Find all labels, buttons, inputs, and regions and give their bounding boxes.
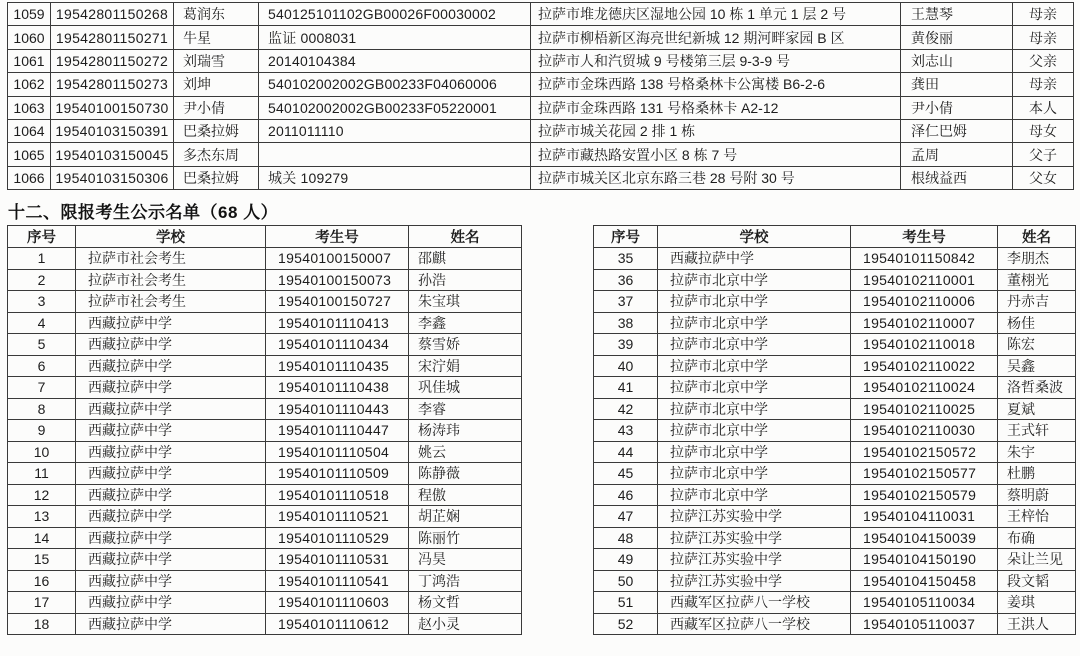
table-cell: 西藏拉萨中学 [76,549,266,571]
table-cell: 丹赤吉 [998,291,1076,313]
table-cell: 1059 [8,3,51,26]
table-cell: 19540101110518 [266,484,409,506]
table-cell: 41 [594,377,658,399]
table-cell: 3 [8,291,76,313]
table-cell: 蔡雪娇 [409,334,522,356]
table-cell: 父子 [1013,143,1074,166]
table-cell: 44 [594,441,658,463]
table-cell: 拉萨市柳梧新区海亮世纪新城 12 期河畔家园 B 区 [531,26,901,49]
table-cell: 12 [8,484,76,506]
table-cell: 王慧琴 [901,3,1013,26]
table-cell: 朵让兰见 [998,549,1076,571]
table-cell: 西藏拉萨中学 [76,570,266,592]
table-cell: 38 [594,312,658,334]
table-cell: 李睿 [409,398,522,420]
column-header-seq: 序号 [594,226,658,248]
table-row [594,527,1076,549]
table-row [594,398,1076,420]
table-row [8,73,1074,96]
roster-right-table [593,225,1076,635]
table-cell: 拉萨市北京中学 [658,269,851,291]
table-row [8,484,522,506]
table-cell: 1063 [8,96,51,119]
table-cell: 蔡明蔚 [998,484,1076,506]
table-cell: 11 [8,463,76,485]
table-row [594,441,1076,463]
table-row [594,592,1076,614]
table-cell: 杨佳 [998,312,1076,334]
table-cell: 36 [594,269,658,291]
table-cell: 杨涛玮 [409,420,522,442]
table-cell: 51 [594,592,658,614]
table-cell: 尹小倩 [901,96,1013,119]
table-cell: 西藏拉萨中学 [76,355,266,377]
table-cell: 19540104150458 [851,570,998,592]
table-cell: 540125101102GB00026F00030002 [259,3,531,26]
table-cell: 45 [594,463,658,485]
table-cell: 15 [8,549,76,571]
table-cell: 2 [8,269,76,291]
table-cell: 牛星 [174,26,259,49]
table-cell: 48 [594,527,658,549]
table-cell: 西藏拉萨中学 [76,334,266,356]
table-cell: 19540104150039 [851,527,998,549]
table-cell: 母亲 [1013,3,1074,26]
table-row [594,377,1076,399]
table-cell: 19540101110504 [266,441,409,463]
header-row [8,226,522,248]
table-row [8,420,522,442]
table-cell: 本人 [1013,96,1074,119]
table-row [8,527,522,549]
table-cell: 19540101110438 [266,377,409,399]
table-cell [259,143,531,166]
table-cell: 19540102110001 [851,269,998,291]
table-row [8,143,1074,166]
roster-right-body [594,248,1076,635]
table-row [8,26,1074,49]
table-cell: 王洪人 [998,613,1076,635]
table-cell: 西藏拉萨中学 [76,527,266,549]
roster-left-body [8,248,522,635]
table-row [594,463,1076,485]
table-cell: 杨文哲 [409,592,522,614]
table-cell: 19540102110022 [851,355,998,377]
table-cell: 19540100150007 [266,248,409,270]
roster-left-header [8,226,522,248]
column-header-name: 姓名 [998,226,1076,248]
table-cell: 拉萨江苏实验中学 [658,570,851,592]
table-cell: 杜鹏 [998,463,1076,485]
table-cell: 40 [594,355,658,377]
table-cell: 胡芷娴 [409,506,522,528]
table-cell: 拉萨江苏实验中学 [658,506,851,528]
table-cell: 西藏拉萨中学 [76,420,266,442]
table-row [8,398,522,420]
table-cell: 1062 [8,73,51,96]
table-cell: 拉萨江苏实验中学 [658,549,851,571]
table-row [8,549,522,571]
table-cell: 拉萨市堆龙德庆区湿地公园 10 栋 1 单元 1 层 2 号 [531,3,901,26]
table-cell: 陈宏 [998,334,1076,356]
table-cell: 母亲 [1013,73,1074,96]
table-cell: 1065 [8,143,51,166]
table-cell: 49 [594,549,658,571]
table-cell: 洛哲桑波 [998,377,1076,399]
table-cell: 19540101110443 [266,398,409,420]
table-cell: 10 [8,441,76,463]
table-cell: 19540100150727 [266,291,409,313]
header-row [594,226,1076,248]
table-cell: 西藏军区拉萨八一学校 [658,592,851,614]
table-cell: 47 [594,506,658,528]
table-cell: 14 [8,527,76,549]
table-cell: 19540102110018 [851,334,998,356]
table-cell: 1060 [8,26,51,49]
table-cell: 18 [8,613,76,635]
table-cell: 夏斌 [998,398,1076,420]
table-cell: 拉萨市金珠西路 138 号格桑林卡公寓楼 B6-2-6 [531,73,901,96]
table-cell: 19540102110025 [851,398,998,420]
table-cell: 19540101110612 [266,613,409,635]
table-cell: 19540102110024 [851,377,998,399]
table-cell: 泽仁巴姆 [901,119,1013,142]
table-row [594,269,1076,291]
section-title: 十二、限报考生公示名单（68 人） [8,203,279,222]
table-cell: 19540102110006 [851,291,998,313]
table-cell: 19540105110034 [851,592,998,614]
table-cell: 39 [594,334,658,356]
table-cell: 黄俊丽 [901,26,1013,49]
table-row [8,166,1074,189]
table-cell: 52 [594,613,658,635]
table-cell: 19540101110531 [266,549,409,571]
column-header-name: 姓名 [409,226,522,248]
top-continuation-table [7,2,1074,190]
roster-right-header [594,226,1076,248]
table-cell: 拉萨市北京中学 [658,312,851,334]
table-cell: 1064 [8,119,51,142]
table-cell: 姚云 [409,441,522,463]
table-cell: 19540102110007 [851,312,998,334]
table-cell: 拉萨市北京中学 [658,441,851,463]
table-cell: 朱宇 [998,441,1076,463]
table-cell: 西藏拉萨中学 [76,484,266,506]
table-cell: 刘瑞雪 [174,49,259,72]
table-cell: 母亲 [1013,26,1074,49]
table-row [8,3,1074,26]
table-cell: 多杰东周 [174,143,259,166]
table-cell: 1066 [8,166,51,189]
table-row [8,291,522,313]
column-header-school: 学校 [76,226,266,248]
table-cell: 巩佳城 [409,377,522,399]
table-cell: 46 [594,484,658,506]
column-header-school: 学校 [658,226,851,248]
table-cell: 37 [594,291,658,313]
table-cell: 布确 [998,527,1076,549]
table-cell: 540102002002GB00233F05220001 [259,96,531,119]
table-cell: 13 [8,506,76,528]
table-cell: 孟周 [901,143,1013,166]
table-cell: 拉萨江苏实验中学 [658,527,851,549]
column-header-exam-no: 考生号 [266,226,409,248]
table-cell: 19540102110030 [851,420,998,442]
table-cell: 拉萨市社会考生 [76,248,266,270]
table-cell: 拉萨市人和汽贸城 9 号楼第三层 9-3-9 号 [531,49,901,72]
table-cell: 19542801150268 [51,3,174,26]
table-row [594,613,1076,635]
table-cell: 父女 [1013,166,1074,189]
table-cell: 朱宝琪 [409,291,522,313]
table-cell: 监证 0008031 [259,26,531,49]
table-cell: 19540101110447 [266,420,409,442]
table-cell: 19540104150190 [851,549,998,571]
table-row [594,484,1076,506]
table-cell: 19540103150306 [51,166,174,189]
table-row [8,334,522,356]
table-cell: 陈静薇 [409,463,522,485]
table-cell: 西藏拉萨中学 [76,463,266,485]
top-table-body [8,3,1074,190]
table-cell: 8 [8,398,76,420]
table-cell: 拉萨市北京中学 [658,355,851,377]
table-cell: 19540101110435 [266,355,409,377]
table-cell: 19540101150842 [851,248,998,270]
table-cell: 拉萨市北京中学 [658,291,851,313]
table-cell: 4 [8,312,76,334]
table-cell: 5 [8,334,76,356]
table-cell: 龚田 [901,73,1013,96]
table-cell: 拉萨市北京中学 [658,463,851,485]
table-row [8,570,522,592]
table-cell: 母女 [1013,119,1074,142]
table-cell: 19540101110434 [266,334,409,356]
table-cell: 姜琪 [998,592,1076,614]
table-cell: 西藏拉萨中学 [76,613,266,635]
table-cell: 19540103150045 [51,143,174,166]
table-cell: 2011011110 [259,119,531,142]
table-cell: 巴桑拉姆 [174,166,259,189]
table-cell: 20140104384 [259,49,531,72]
table-cell: 刘志山 [901,49,1013,72]
table-cell: 拉萨市城关花园 2 排 1 栋 [531,119,901,142]
table-cell: 西藏拉萨中学 [76,377,266,399]
table-cell: 拉萨市金珠西路 131 号格桑林卡 A2-12 [531,96,901,119]
table-row [594,291,1076,313]
table-cell: 19540100150073 [266,269,409,291]
table-cell: 拉萨市藏热路安置小区 8 栋 7 号 [531,143,901,166]
table-cell: 19540101110529 [266,527,409,549]
table-cell: 赵小灵 [409,613,522,635]
table-row [8,49,1074,72]
table-cell: 拉萨市社会考生 [76,269,266,291]
table-cell: 邵麒 [409,248,522,270]
table-cell: 19540100150730 [51,96,174,119]
table-cell: 尹小倩 [174,96,259,119]
table-cell: 17 [8,592,76,614]
table-cell: 吴鑫 [998,355,1076,377]
table-cell: 董栩光 [998,269,1076,291]
table-cell: 西藏拉萨中学 [76,592,266,614]
table-cell: 西藏拉萨中学 [76,506,266,528]
table-row [8,96,1074,119]
table-cell: 刘坤 [174,73,259,96]
table-cell: 宋泞娟 [409,355,522,377]
table-row [8,592,522,614]
table-cell: 冯昊 [409,549,522,571]
table-cell: 35 [594,248,658,270]
table-cell: 拉萨市城关区北京东路三巷 28 号附 30 号 [531,166,901,189]
table-cell: 19540101110509 [266,463,409,485]
table-cell: 19540105110037 [851,613,998,635]
table-row [594,570,1076,592]
roster-left-table [7,225,522,635]
column-header-seq: 序号 [8,226,76,248]
table-cell: 拉萨市北京中学 [658,420,851,442]
table-cell: 19540103150391 [51,119,174,142]
table-cell: 1061 [8,49,51,72]
table-cell: 丁鸿浩 [409,570,522,592]
table-cell: 19540101110413 [266,312,409,334]
table-row [594,506,1076,528]
table-row [594,420,1076,442]
table-row [8,269,522,291]
table-cell: 程傲 [409,484,522,506]
table-cell: 巴桑拉姆 [174,119,259,142]
table-cell: 城关 109279 [259,166,531,189]
table-row [8,355,522,377]
table-row [8,248,522,270]
table-cell: 王式轩 [998,420,1076,442]
table-cell: 19540101110603 [266,592,409,614]
table-cell: 拉萨市北京中学 [658,484,851,506]
table-row [8,119,1074,142]
table-cell: 16 [8,570,76,592]
table-cell: 19540102150572 [851,441,998,463]
table-cell: 李鑫 [409,312,522,334]
table-cell: 540102002002GB00233F04060006 [259,73,531,96]
table-cell: 西藏拉萨中学 [76,398,266,420]
table-cell: 19540104110031 [851,506,998,528]
table-row [8,506,522,528]
table-cell: 19542801150273 [51,73,174,96]
table-cell: 7 [8,377,76,399]
table-cell: 19542801150271 [51,26,174,49]
table-row [8,463,522,485]
table-row [594,334,1076,356]
table-cell: 6 [8,355,76,377]
table-cell: 西藏拉萨中学 [76,312,266,334]
table-row [594,355,1076,377]
table-cell: 9 [8,420,76,442]
table-cell: 王梓怡 [998,506,1076,528]
table-row [8,613,522,635]
table-cell: 陈丽竹 [409,527,522,549]
table-row [8,441,522,463]
table-cell: 拉萨市北京中学 [658,377,851,399]
table-cell: 19540101110521 [266,506,409,528]
table-cell: 西藏拉萨中学 [76,441,266,463]
table-cell: 段文韬 [998,570,1076,592]
table-row [594,248,1076,270]
column-header-exam-no: 考生号 [851,226,998,248]
table-row [594,312,1076,334]
table-cell: 西藏军区拉萨八一学校 [658,613,851,635]
table-row [8,312,522,334]
table-cell: 拉萨市北京中学 [658,398,851,420]
table-cell: 43 [594,420,658,442]
table-cell: 拉萨市北京中学 [658,334,851,356]
table-cell: 1 [8,248,76,270]
table-cell: 葛润东 [174,3,259,26]
table-cell: 孙浩 [409,269,522,291]
table-cell: 42 [594,398,658,420]
table-cell: 西藏拉萨中学 [658,248,851,270]
table-cell: 李朋杰 [998,248,1076,270]
table-cell: 50 [594,570,658,592]
table-row [594,549,1076,571]
table-cell: 父亲 [1013,49,1074,72]
table-cell: 根绒益西 [901,166,1013,189]
table-cell: 19540102150577 [851,463,998,485]
table-row [8,377,522,399]
table-cell: 拉萨市社会考生 [76,291,266,313]
table-cell: 19542801150272 [51,49,174,72]
table-cell: 19540101110541 [266,570,409,592]
table-cell: 19540102150579 [851,484,998,506]
